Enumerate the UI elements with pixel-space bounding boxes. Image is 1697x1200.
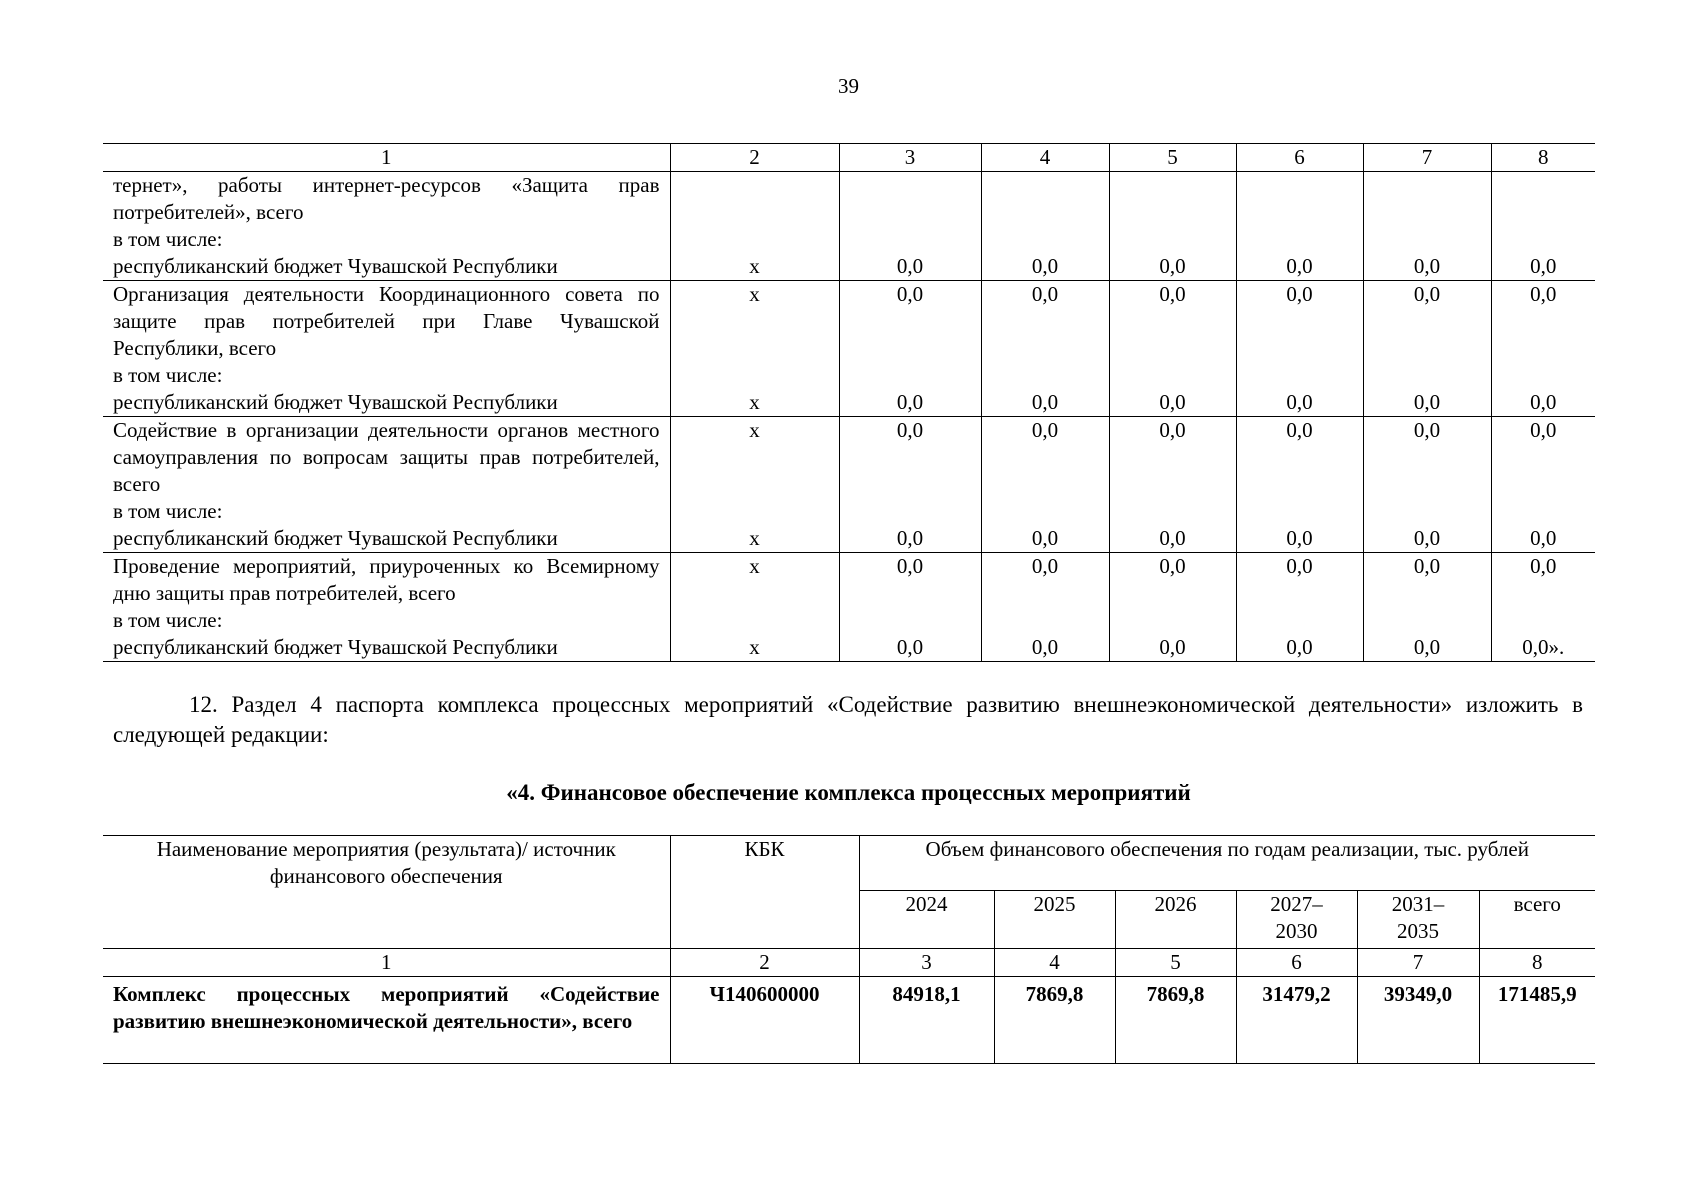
table-row bbox=[103, 281, 1595, 390]
row-value: 0,0 bbox=[1109, 553, 1236, 635]
column-number: 8 bbox=[1491, 144, 1595, 172]
financial-support-table bbox=[103, 835, 1595, 1064]
year-2024: 2024 bbox=[859, 891, 994, 949]
row-value: 0,0 bbox=[1491, 417, 1595, 526]
column-number: 4 bbox=[994, 949, 1115, 977]
row-subtitle: в том числе: bbox=[113, 227, 223, 251]
row-value: 0,0 bbox=[981, 525, 1109, 553]
column-number: 3 bbox=[859, 949, 994, 977]
row-kbk: x bbox=[670, 253, 839, 281]
row-value bbox=[1236, 172, 1363, 254]
row-name-text: тернет», работы интернет-ресурсов «Защита прав потребителей», всего bbox=[113, 173, 660, 224]
table-row bbox=[103, 253, 1595, 281]
row-value: 0,0 bbox=[1109, 417, 1236, 526]
row-value bbox=[1109, 172, 1236, 254]
complex-total-kbk: Ч140600000 bbox=[670, 977, 859, 1064]
row-kbk: x bbox=[670, 634, 839, 662]
column-number: 6 bbox=[1236, 144, 1363, 172]
row-value: 0,0 bbox=[839, 253, 981, 281]
row-value: 0,0 bbox=[839, 553, 981, 635]
row-value bbox=[1491, 172, 1595, 254]
value-total: 171485,9 bbox=[1479, 977, 1595, 1064]
row-value: 0,0 bbox=[1363, 389, 1491, 417]
row-value: 0,0 bbox=[981, 553, 1109, 635]
column-number: 7 bbox=[1363, 144, 1491, 172]
row-value: 0,0 bbox=[1236, 553, 1363, 635]
value-2031-2035: 39349,0 bbox=[1357, 977, 1479, 1064]
row-value: 0,0 bbox=[839, 281, 981, 390]
row-value: 0,0 bbox=[1491, 281, 1595, 390]
row-subtitle: в том числе: bbox=[113, 499, 223, 523]
row-value: 0,0 bbox=[1109, 525, 1236, 553]
row-name-text: Организация деятельности Координационного совета по защите прав потребителей при Главе Чувашской Республики, всего bbox=[113, 282, 660, 360]
row-value: 0,0 bbox=[1109, 281, 1236, 390]
complex-total-name: Комплекс процессных мероприятий «Содействие развитию внешнеэкономической деятельности», всего bbox=[103, 977, 670, 1064]
value-2027-2030: 31479,2 bbox=[1236, 977, 1357, 1064]
year-2027-2030: 2027–2030 bbox=[1236, 891, 1357, 949]
page-number: 39 bbox=[838, 74, 859, 98]
table-row bbox=[103, 389, 1595, 417]
year-total: всего bbox=[1479, 891, 1595, 949]
row-value: 0,0 bbox=[981, 417, 1109, 526]
table-row bbox=[103, 172, 1595, 254]
row-name-text: республиканский бюджет Чувашской Республики bbox=[113, 526, 558, 550]
row-value bbox=[981, 172, 1109, 254]
value-2025: 7869,8 bbox=[994, 977, 1115, 1064]
row-subtitle: в том числе: bbox=[113, 363, 223, 387]
row-value: 0,0 bbox=[1109, 634, 1236, 662]
table-row bbox=[103, 634, 1595, 662]
column-number: 1 bbox=[103, 949, 670, 977]
row-value: 0,0 bbox=[1491, 525, 1595, 553]
column-number: 7 bbox=[1357, 949, 1479, 977]
row-name bbox=[103, 525, 670, 553]
row-kbk: x bbox=[670, 525, 839, 553]
row-name bbox=[103, 417, 670, 526]
row-name bbox=[103, 253, 670, 281]
column-number: 5 bbox=[1109, 144, 1236, 172]
table-header-row bbox=[103, 144, 1595, 172]
row-value: 0,0 bbox=[1109, 389, 1236, 417]
year-2025: 2025 bbox=[994, 891, 1115, 949]
value-2024: 84918,1 bbox=[859, 977, 994, 1064]
row-value: 0,0 bbox=[1236, 389, 1363, 417]
row-name-text: республиканский бюджет Чувашской Республики bbox=[113, 254, 558, 278]
row-value bbox=[839, 172, 981, 254]
row-value: 0,0 bbox=[981, 281, 1109, 390]
column-number: 3 bbox=[839, 144, 981, 172]
row-name bbox=[103, 553, 670, 635]
row-value: 0,0 bbox=[1109, 253, 1236, 281]
column-number: 2 bbox=[670, 144, 839, 172]
row-value: 0,0 bbox=[1363, 553, 1491, 635]
amendment-paragraph: 12. Раздел 4 паспорта комплекса процессных мероприятий «Содействие развитию внешнеэкономической деятельности» изложить в следующей редакции: bbox=[113, 692, 1583, 747]
row-name bbox=[103, 634, 670, 662]
header-name-column: Наименование мероприятия (результата)/ источник финансового обеспечения bbox=[103, 836, 670, 949]
row-value: 0,0 bbox=[981, 253, 1109, 281]
row-value: 0,0 bbox=[1363, 634, 1491, 662]
row-value: 0,0 bbox=[839, 417, 981, 526]
row-name bbox=[103, 172, 670, 254]
row-value: 0,0 bbox=[981, 634, 1109, 662]
row-value: 0,0 bbox=[1363, 253, 1491, 281]
column-number: 4 bbox=[981, 144, 1109, 172]
header-volume-column: Объем финансового обеспечения по годам реализации, тыс. рублей bbox=[859, 836, 1595, 891]
row-value: 0,0 bbox=[1236, 634, 1363, 662]
row-value: 0,0 bbox=[1236, 253, 1363, 281]
funding-table-continued bbox=[103, 143, 1595, 662]
row-name-text: республиканский бюджет Чувашской Республики bbox=[113, 635, 558, 659]
row-value: 0,0 bbox=[839, 634, 981, 662]
table-row bbox=[103, 525, 1595, 553]
column-number: 5 bbox=[1115, 949, 1236, 977]
column-number: 8 bbox=[1479, 949, 1595, 977]
row-value: 0,0 bbox=[1236, 525, 1363, 553]
row-value: 0,0 bbox=[1363, 525, 1491, 553]
row-value: 0,0 bbox=[981, 389, 1109, 417]
row-value: 0,0 bbox=[1491, 553, 1595, 635]
row-value: 0,0 bbox=[1236, 281, 1363, 390]
row-name-text: Содействие в организации деятельности органов местного самоуправления по вопросам защиты прав потребителей, всего bbox=[113, 418, 660, 496]
row-value: 0,0 bbox=[839, 525, 981, 553]
row-kbk: x bbox=[670, 389, 839, 417]
column-number: 6 bbox=[1236, 949, 1357, 977]
table-row bbox=[103, 553, 1595, 635]
column-number: 1 bbox=[103, 144, 670, 172]
row-kbk: x bbox=[670, 281, 839, 390]
header-kbk-column: КБК bbox=[670, 836, 859, 949]
year-2026: 2026 bbox=[1115, 891, 1236, 949]
year-2031-2035: 2031–2035 bbox=[1357, 891, 1479, 949]
row-value: 0,0 bbox=[1491, 389, 1595, 417]
value-2026: 7869,8 bbox=[1115, 977, 1236, 1064]
row-value: 0,0 bbox=[1363, 281, 1491, 390]
row-name-text: Проведение мероприятий, приуроченных ко Всемирному дню защиты прав потребителей, всего bbox=[113, 554, 660, 605]
column-number: 2 bbox=[670, 949, 859, 977]
table-row bbox=[103, 417, 1595, 526]
section-heading: «4. Финансовое обеспечение комплекса процессных мероприятий bbox=[506, 780, 1191, 805]
row-value: 0,0 bbox=[1363, 417, 1491, 526]
row-value: 0,0 bbox=[839, 389, 981, 417]
row-value: 0,0 bbox=[1236, 417, 1363, 526]
row-subtitle: в том числе: bbox=[113, 608, 223, 632]
row-value: 0,0 bbox=[1491, 253, 1595, 281]
row-name bbox=[103, 281, 670, 390]
row-kbk: x bbox=[670, 553, 839, 635]
row-value bbox=[1363, 172, 1491, 254]
row-kbk bbox=[670, 172, 839, 254]
row-name-text: республиканский бюджет Чувашской Республики bbox=[113, 390, 558, 414]
row-name bbox=[103, 389, 670, 417]
row-value: 0,0». bbox=[1491, 634, 1595, 662]
row-kbk: x bbox=[670, 417, 839, 526]
